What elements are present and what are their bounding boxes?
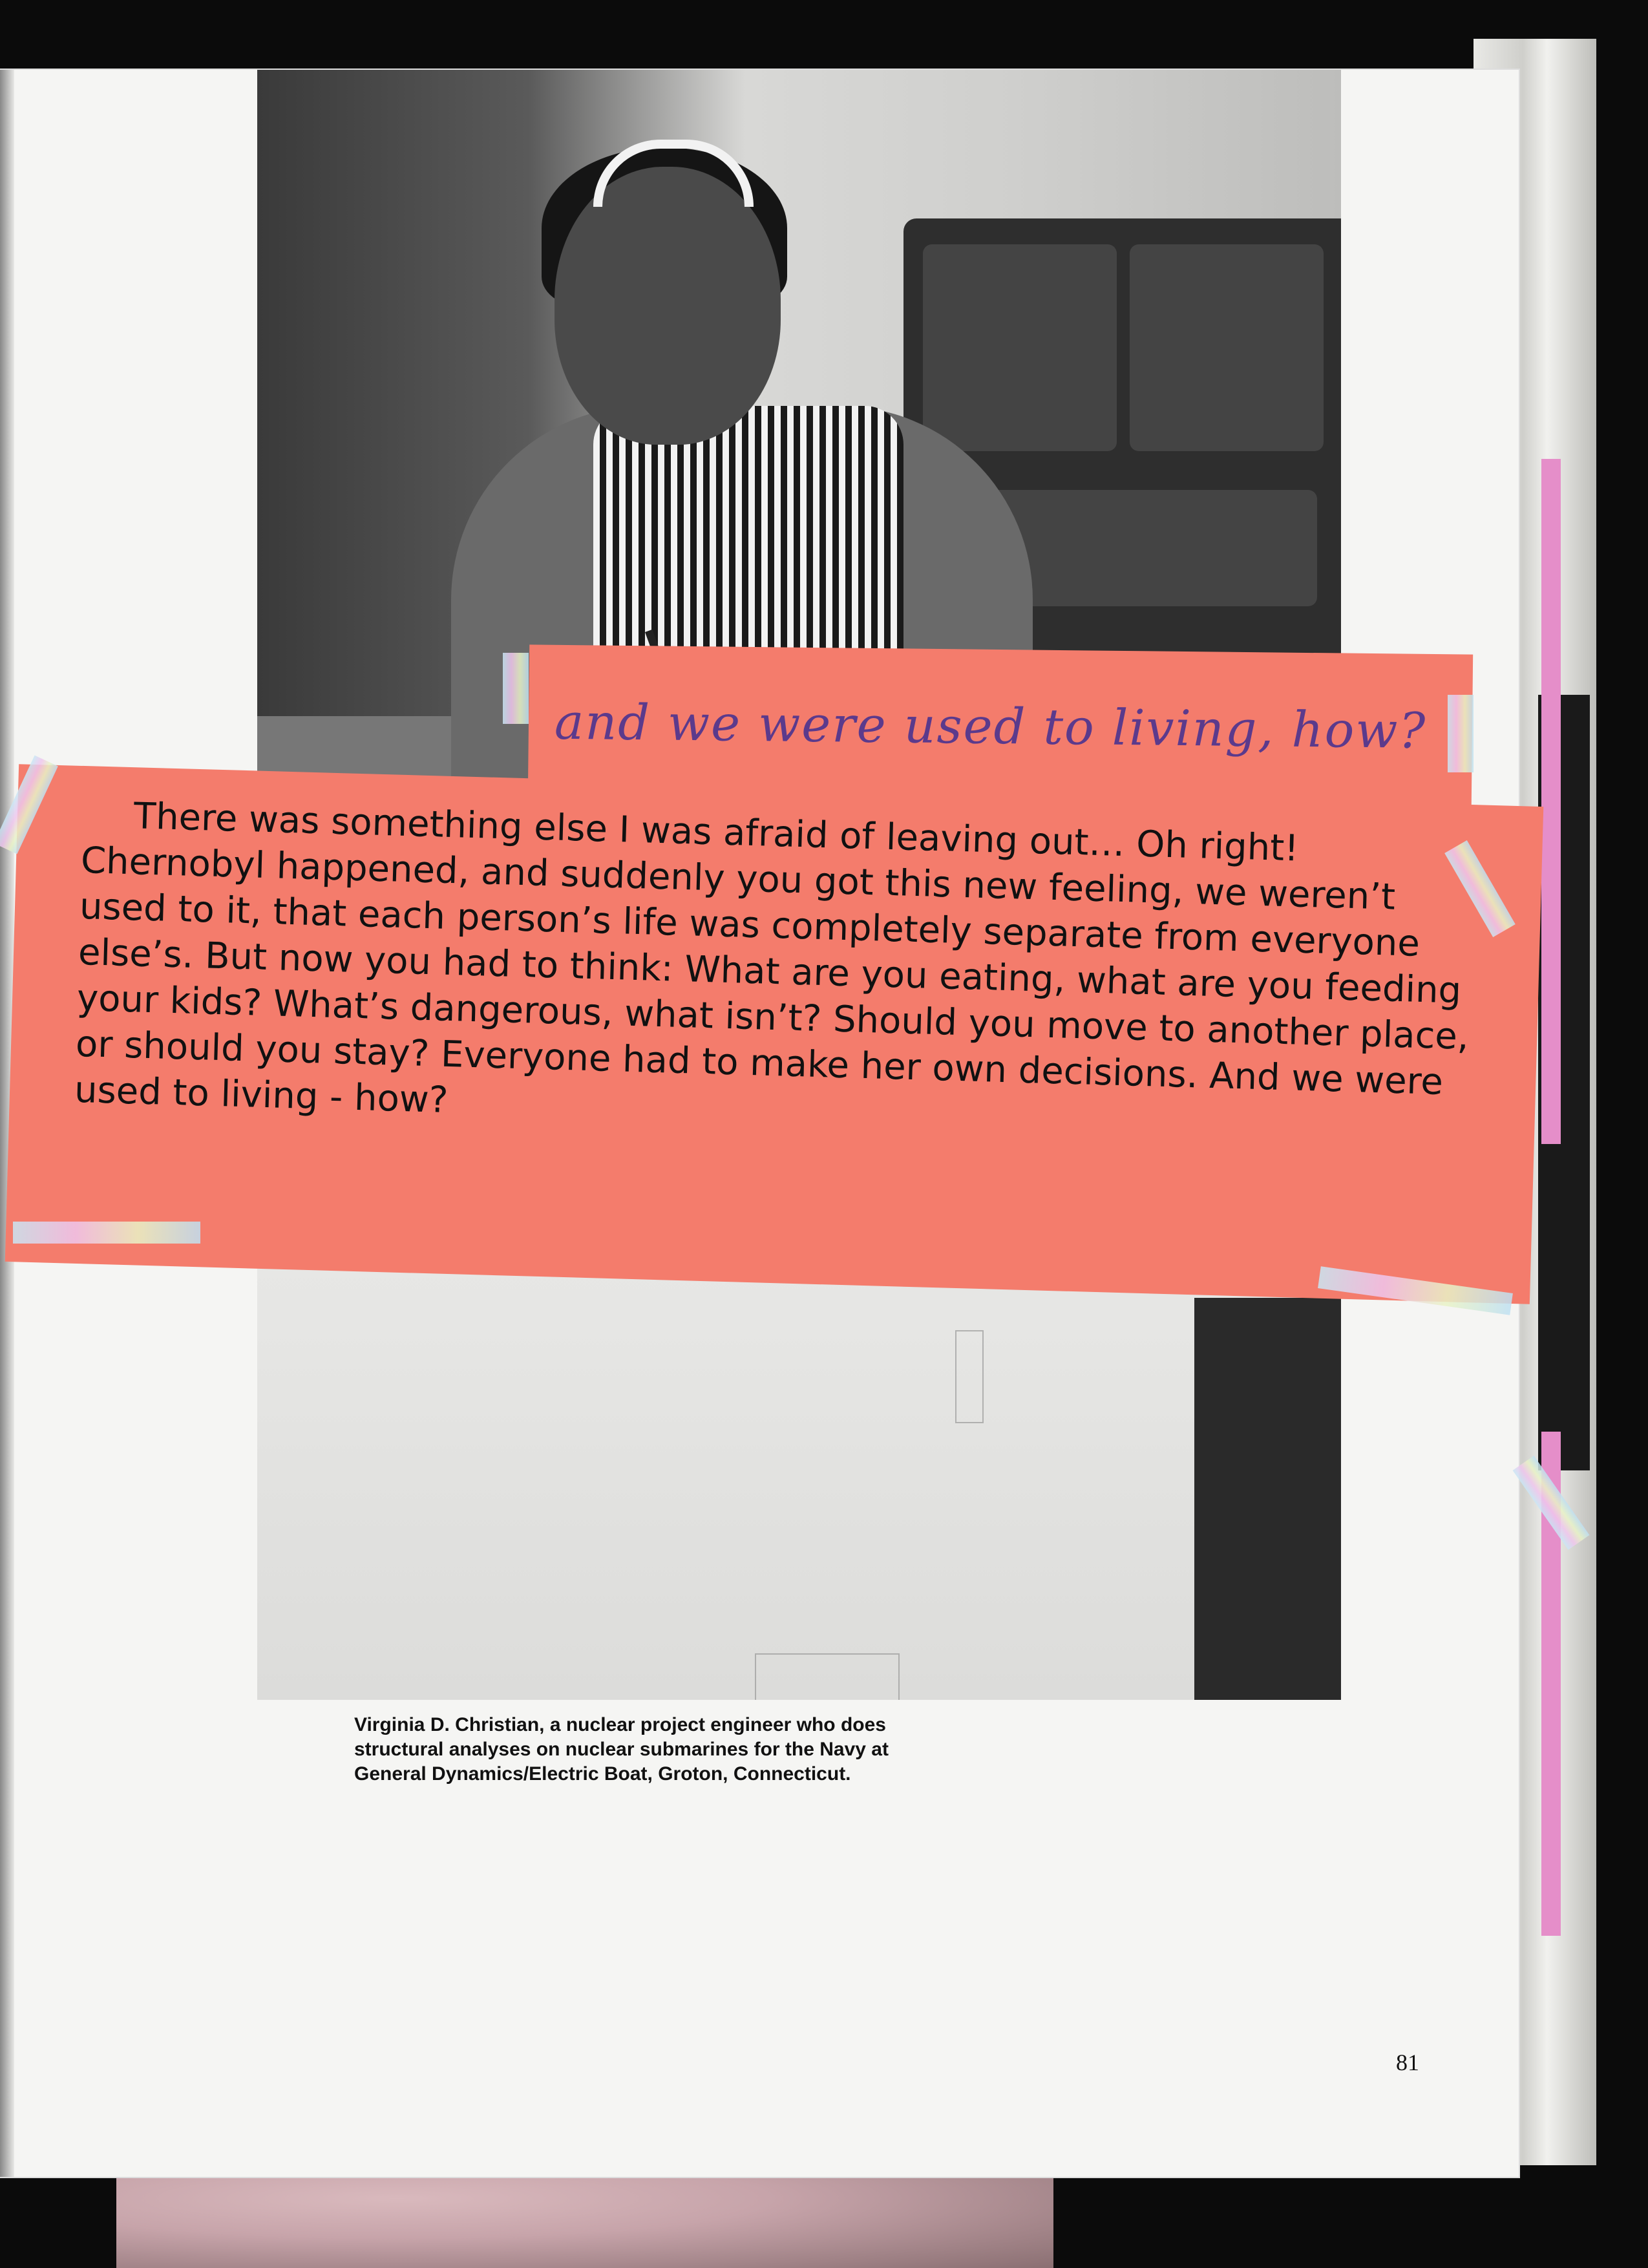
washi-tape xyxy=(13,1222,200,1244)
typed-note xyxy=(5,764,1544,1304)
pink-side-tab xyxy=(1541,459,1561,1144)
photo-caption: Virginia D. Christian, a nuclear project engineer who does structural analyses on nuclear submarines for the Navy at General Dynamics/Electric Boat, Groton, Connecticut. xyxy=(354,1714,889,1785)
photo-head xyxy=(555,167,781,445)
typed-note-text: There was something else I was afraid of leaving out… Oh right! Chernobyl happened, and suddenly you got this new feeling, we weren’t used to it, that each person’s life was completely separate from everyone else’s. But now you had to think: What are you eating, what are you feeding your kids? What’s dangerous, what isn’t? Should you move to another place, or should you stay? Everyone had to make her own decisions. And we were used to living - how? xyxy=(74,795,1470,1121)
washi-tape xyxy=(503,653,529,724)
blueprint-sketch xyxy=(755,1653,900,1700)
washi-tape xyxy=(1448,695,1474,772)
couch-cushion xyxy=(923,244,1117,451)
couch-cushion xyxy=(1130,244,1324,451)
page-number: 81 xyxy=(1396,2050,1419,2075)
blueprint-sketch xyxy=(955,1330,984,1423)
handwritten-note-text: and we were used to living, how? xyxy=(554,692,1427,759)
photo-shadow xyxy=(1194,1298,1341,1700)
